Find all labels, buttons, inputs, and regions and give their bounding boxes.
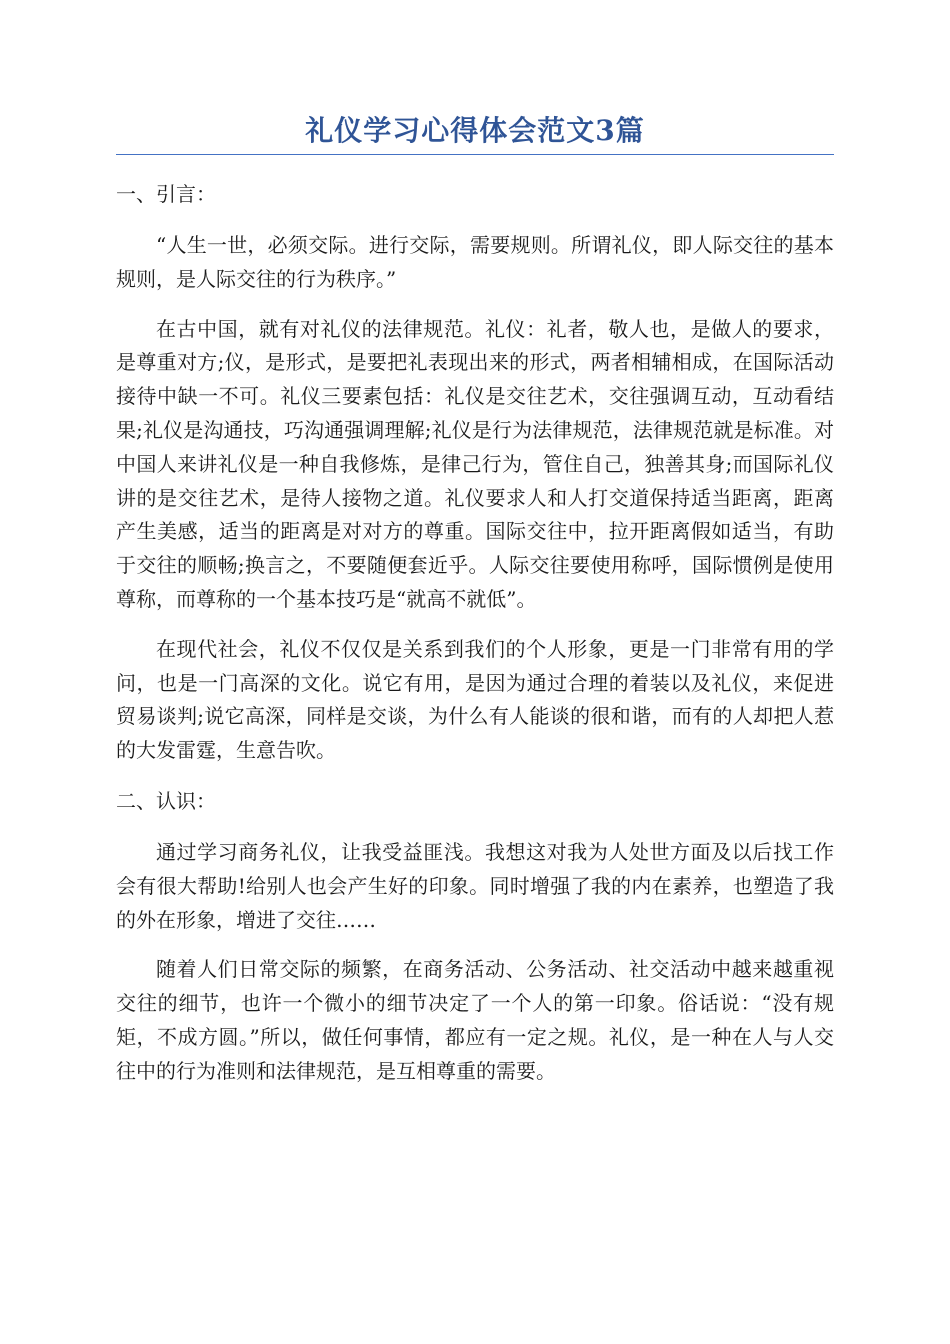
document-title: 礼仪学习心得体会范文3篇 [305,114,645,147]
paragraph: 在古中国，就有对礼仪的法律规范。礼仪：礼者，敬人也，是做人的要求，是尊重对方;仪，是形式，是要把礼表现出来的形式，两者相辅相成，在国际活动接待中缺一不可。礼仪三要素包括：礼仪是交往艺术，交往强调互动，互动看结果;礼仪是沟通技，巧沟通强调理解;礼仪是行为法律规范，法律规范就是标准。对中国人来讲礼仪是一种自我修炼，是律己行为，管住自己，独善其身;而国际礼仪讲的是交往艺术，是待人接物之道。礼仪要求人和人打交道保持适当距离，距离产生美感，适当的距离是对对方的尊重。国际交往中，拉开距离假如适当，有助于交往的顺畅;换言之，不要随便套近乎。人际交往要使用称呼，国际惯例是使用尊称，而尊称的一个基本技巧是“就高不就低”。 [116,316,834,611]
title-underline [116,154,834,155]
paragraph: “人生一世，必须交际。进行交际，需要规则。所谓礼仪，即人际交往的基本规则，是人际交往的行为秩序。” [116,233,834,291]
paragraph: 随着人们日常交际的频繁，在商务活动、公务活动、社交活动中越来越重视交往的细节，也许一个微小的细节决定了一个人的第一印象。俗话说：“没有规矩，不成方圆。”所以，做任何事情，都应有一定之规。礼仪，是一种在人与人交往中的行为准则和法律规范，是互相尊重的需要。 [116,957,834,1083]
paragraph: 通过学习商务礼仪，让我受益匪浅。我想这对我为人处世方面及以后找工作会有很大帮助!给别人也会产生好的印象。同时增强了我的内在素养，也塑造了我的外在形象，增进了交往…… [116,839,834,932]
section-heading: 二、认识： [116,788,216,813]
section-introduction [116,177,834,768]
document-page [116,112,834,1105]
section-heading: 一、引言： [116,182,216,206]
paragraph: 在现代社会，礼仪不仅仅是关系到我们的个人形象，更是一门非常有用的学问，也是一门高深的文化。说它有用，是因为通过合理的着装以及礼仪，来促进贸易谈判;说它高深，同样是交谈，为什么有人能谈的很和谐，而有的人却把人惹的大发雷霆，生意告吹。 [116,636,834,763]
section-understanding [116,784,834,1089]
